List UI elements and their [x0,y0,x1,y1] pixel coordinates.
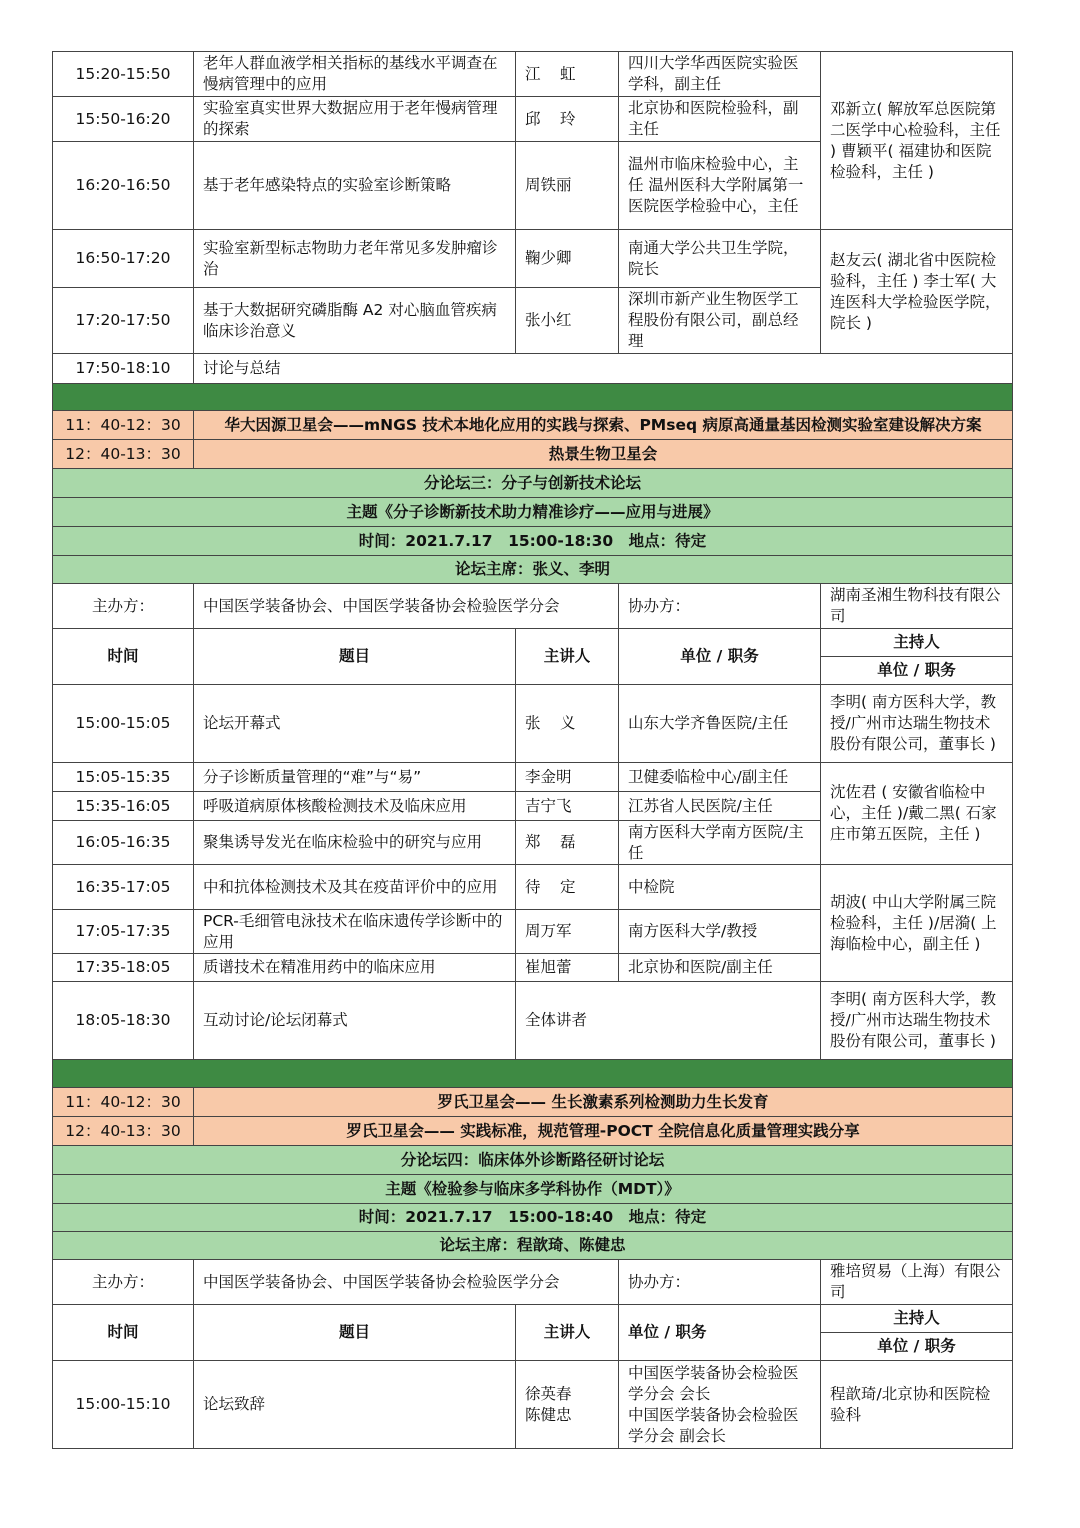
session-unit: 温州市临床检验中心，主任 温州医科大学附属第一医院医学检验中心，主任 [619,142,821,230]
session-time: 15:05-15:35 [53,763,194,792]
session-units [619,1361,821,1449]
session-speaker: 吉宁飞 [516,792,619,821]
organizer-value: 中国医学装备协会、中国医学装备协会检验医学分会 [194,584,619,629]
session-topic: 讨论与总结 [194,354,1013,384]
session-speaker: 李金明 [516,763,619,792]
forum-name: 分论坛三：分子与创新技术论坛 [53,469,1013,498]
session-speaker: 郑 磊 [516,821,619,865]
satellite-time: 12：40-13：30 [53,440,194,469]
session-unit: 深圳市新产业生物医学工程股份有限公司，副总经理 [619,288,821,354]
host-cell: 赵友云( 湖北省中医院检验科，主任 ) 李士军( 大连医科大学检验医学院，院长 ) [821,230,1013,354]
session-speaker: 张小红 [516,288,619,354]
session-time: 16:20-16:50 [53,142,194,230]
session-topic: 基于老年感染特点的实验室诊断策略 [194,142,516,230]
organizer-label: 主办方： [53,584,194,629]
header-time: 时间 [53,1305,194,1361]
column-header-row [53,629,1013,657]
session-topic: 老年人群血液学相关指标的基线水平调查在慢病管理中的应用 [194,52,516,97]
forum-theme-row [53,498,1013,527]
session-time: 16:35-17:05 [53,865,194,910]
forum-datetime-row [53,527,1013,556]
session-unit: 山东大学齐鲁医院/主任 [619,685,821,763]
satellite-time: 11：40-12：30 [53,1088,194,1117]
co-organizer-label: 协办方： [619,1260,821,1305]
satellite-title: 热景生物卫星会 [194,440,1013,469]
session-unit: 北京协和医院/副主任 [619,954,821,982]
satellite-title: 华大因源卫星会——mNGS 技术本地化应用的实践与探索、PMseq 病原高通量基因检测实验室建设解决方案 [194,411,1013,440]
header-speaker: 主讲人 [516,1305,619,1361]
satellite-title: 罗氏卫星会—— 生长激素系列检测助力生长发育 [194,1088,1013,1117]
session-time: 15:35-16:05 [53,792,194,821]
session-speaker: 周万军 [516,910,619,954]
table-row [53,982,1013,1060]
column-header-row [53,1305,1013,1333]
header-host: 主持人 [821,629,1013,657]
organizer-label: 主办方： [53,1260,194,1305]
session-speaker: 邱 玲 [516,97,619,142]
satellite-row [53,1088,1013,1117]
forum-datetime: 时间：2021.7.17 15:00-18:30 地点：待定 [53,527,1013,556]
session-time: 18:05-18:30 [53,982,194,1060]
forum-datetime: 时间：2021.7.17 15:00-18:40 地点：待定 [53,1204,1013,1232]
table-row [53,1361,1013,1449]
forum-title-row [53,1146,1013,1175]
satellite-title: 罗氏卫星会—— 实践标准，规范管理-POCT 全院信息化质量管理实践分享 [194,1117,1013,1146]
satellite-row [53,1117,1013,1146]
session-speakers [516,1361,619,1449]
host-cell: 邓新立( 解放军总医院第二医学中心检验科，主任 ) 曹颖平( 福建协和医院检验科，主任 ) [821,52,1013,230]
speaker-name: 徐英春 [525,1384,572,1403]
session-topic: PCR-毛细管电泳技术在临床遗传学诊断中的应用 [194,910,516,954]
section-divider [53,384,1013,411]
session-topic: 质谱技术在精准用药中的临床应用 [194,954,516,982]
forum-chair: 论坛主席：程歆琦、陈健忠 [53,1232,1013,1260]
forum-title-row [53,469,1013,498]
session-topic: 实验室新型标志物助力老年常见多发肿瘤诊治 [194,230,516,288]
table-row [53,685,1013,763]
forum-theme: 主题《分子诊断新技术助力精准诊疗——应用与进展》 [53,498,1013,527]
organizer-row [53,584,1013,629]
forum-chair-row [53,1232,1013,1260]
co-organizer-value: 湖南圣湘生物科技有限公司 [821,584,1013,629]
co-organizer-label: 协办方： [619,584,821,629]
speaker-unit: 中国医学装备协会检验医学分会 副会长 [628,1405,799,1445]
session-topic: 论坛开幕式 [194,685,516,763]
session-time: 15:00-15:10 [53,1361,194,1449]
header-host: 主持人 [821,1305,1013,1333]
forum-theme: 主题《检验参与临床多学科协作（MDT）》 [53,1175,1013,1204]
table-row [53,354,1013,384]
table-row [53,230,1013,288]
satellite-time: 11：40-12：30 [53,411,194,440]
session-unit: 中检院 [619,865,821,910]
session-unit: 江苏省人民医院/主任 [619,792,821,821]
header-speaker: 主讲人 [516,629,619,685]
session-time: 15:20-15:50 [53,52,194,97]
session-speaker: 江 虹 [516,52,619,97]
session-time: 15:50-16:20 [53,97,194,142]
session-speaker: 全体讲者 [516,982,821,1060]
session-time: 16:05-16:35 [53,821,194,865]
header-unit: 单位 / 职务 [619,1305,821,1361]
section-divider [53,1060,1013,1088]
header-host-unit: 单位 / 职务 [821,1333,1013,1361]
session-topic: 分子诊断质量管理的“难”与“易” [194,763,516,792]
session-time: 16:50-17:20 [53,230,194,288]
session-unit: 南方医科大学南方医院/主任 [619,821,821,865]
session-topic: 实验室真实世界大数据应用于老年慢病管理的探索 [194,97,516,142]
session-unit: 南通大学公共卫生学院，院长 [619,230,821,288]
forum-chair: 论坛主席：张义、李明 [53,556,1013,584]
session-topic: 聚集诱导发光在临床检验中的研究与应用 [194,821,516,865]
session-unit: 北京协和医院检验科，副主任 [619,97,821,142]
host-cell: 胡波( 中山大学附属三院检验科，主任 )/居漪( 上海临检中心，副主任 ) [821,865,1013,982]
session-topic: 论坛致辞 [194,1361,516,1449]
session-time: 15:00-15:05 [53,685,194,763]
session-topic: 基于大数据研究磷脂酶 A2 对心脑血管疾病临床诊治意义 [194,288,516,354]
forum-theme-row [53,1175,1013,1204]
host-cell: 李明( 南方医科大学，教授/广州市达瑞生物技术股份有限公司，董事长 ) [821,982,1013,1060]
organizer-value: 中国医学装备协会、中国医学装备协会检验医学分会 [194,1260,619,1305]
session-speaker: 鞠少卿 [516,230,619,288]
session-topic: 中和抗体检测技术及其在疫苗评价中的应用 [194,865,516,910]
header-topic: 题目 [194,629,516,685]
table-row [53,52,1013,97]
forum-chair-row [53,556,1013,584]
header-topic: 题目 [194,1305,516,1361]
host-cell: 沈佐君 ( 安徽省临检中心，主任 )/戴二黑( 石家庄市第五医院，主任 ) [821,763,1013,865]
session-time: 17:35-18:05 [53,954,194,982]
header-unit: 单位 / 职务 [619,629,821,685]
session-time: 17:20-17:50 [53,288,194,354]
speaker-name: 陈健忠 [525,1405,572,1424]
session-unit: 南方医科大学/教授 [619,910,821,954]
host-cell: 李明( 南方医科大学，教授/广州市达瑞生物技术股份有限公司，董事长 ) [821,685,1013,763]
speaker-unit: 中国医学装备协会检验医学分会 会长 [628,1363,799,1403]
session-topic: 互动讨论/论坛闭幕式 [194,982,516,1060]
session-speaker: 待 定 [516,865,619,910]
session-time: 17:05-17:35 [53,910,194,954]
forum-datetime-row [53,1204,1013,1232]
satellite-row [53,440,1013,469]
forum-name: 分论坛四：临床体外诊断路径研讨论坛 [53,1146,1013,1175]
satellite-time: 12：40-13：30 [53,1117,194,1146]
agenda-table [52,51,1013,1449]
table-row [53,763,1013,792]
session-speaker: 崔旭蕾 [516,954,619,982]
host-cell: 程歆琦/北京协和医院检验科 [821,1361,1013,1449]
satellite-row [53,411,1013,440]
session-topic: 呼吸道病原体核酸检测技术及临床应用 [194,792,516,821]
organizer-row [53,1260,1013,1305]
table-row [53,865,1013,910]
session-speaker: 周铁丽 [516,142,619,230]
session-unit: 卫健委临检中心/副主任 [619,763,821,792]
co-organizer-value: 雅培贸易（上海）有限公司 [821,1260,1013,1305]
session-time: 17:50-18:10 [53,354,194,384]
header-host-unit: 单位 / 职务 [821,657,1013,685]
header-time: 时间 [53,629,194,685]
session-speaker: 张 义 [516,685,619,763]
session-unit: 四川大学华西医院实验医学科，副主任 [619,52,821,97]
